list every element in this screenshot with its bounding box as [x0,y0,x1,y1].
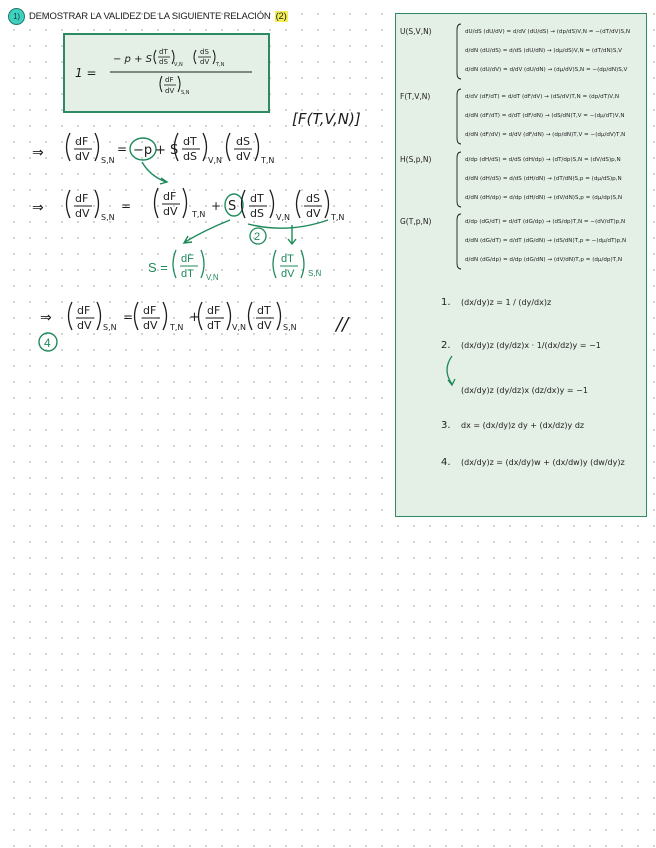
svg-text:dV: dV [257,319,272,332]
svg-text:S,N: S,N [101,156,115,165]
svg-text:⇒: ⇒ [40,310,52,326]
panel-group-label: H(S,p,N) [400,155,432,164]
end-mark: // [336,314,349,335]
svg-text:S =: S = [148,260,168,275]
panel-relation-row: dU/dS (dU/dV) = d/dV (dU/dS) → (dp/dS)V,N = −(dT/dV)S,N [465,29,631,35]
svg-text:dT: dT [257,304,271,317]
rule-formula: (dx/dy)z = (dx/dy)w + (dx/dw)y (dw/dy)z [461,458,625,467]
svg-text:dV: dV [236,150,251,163]
panel-relation-row: d/dV (dF/dT) = d/dT (dF/dV) → (dS/dV)T,N = (dp/dT)V,N [465,94,620,100]
svg-text:dT: dT [250,192,264,205]
svg-text:T,N: T,N [192,210,206,219]
svg-text:dV: dV [143,319,158,332]
derivation-line-3 [40,302,350,335]
svg-text:⇒: ⇒ [32,200,44,216]
svg-text:dT: dT [207,319,221,332]
svg-text:dT: dT [181,268,194,280]
rule-formula: (dx/dy)z = 1 / (dy/dx)z [461,298,552,307]
svg-text:dS: dS [200,48,209,56]
svg-text:dF: dF [163,190,177,203]
rule-number: 1. [441,297,451,308]
svg-text:S,N: S,N [181,90,190,96]
exercise-statement: DEMOSTRAR LA VALIDEZ DE LA SIGUIENTE RELACIÓN [29,11,271,22]
rule-formula: dx = (dx/dy)z dy + (dx/dz)y dz [461,421,585,430]
svg-text:S,N: S,N [308,269,322,278]
svg-text:V,N: V,N [174,62,183,68]
rule-number: 4. [441,457,451,468]
rule-number: 2. [441,340,451,351]
svg-text:S,N: S,N [101,213,115,222]
panel-group-label: F(T,V,N) [400,92,431,101]
svg-text:dT: dT [183,135,197,148]
panel-relation-row: d/dp (dG/dT) = d/dT (dG/dp) → (dS/dp)T,N = −(dV/dT)p,N [465,219,626,225]
rule-number: 3. [441,420,451,431]
relation-lhs: 1 = [75,66,97,80]
circled-2: 2 [254,231,261,243]
svg-text:T,N: T,N [170,323,184,332]
panel-groups [400,24,630,269]
s-substitution [148,250,219,282]
svg-text:dV: dV [200,58,210,66]
svg-text:dT: dT [281,253,294,265]
svg-text:dV: dV [165,87,175,95]
svg-text:T,N: T,N [331,213,345,222]
svg-text:dS: dS [250,207,264,220]
rule-link-arrow [447,356,452,384]
panel-relation-row: d/dN (dH/dS) = d/dS (dH/dN) → (dT/dN)S,p = (dμ/dS)p,N [465,176,622,182]
svg-text:dF: dF [165,76,174,84]
svg-text:dV: dV [163,205,178,218]
svg-text:V,N: V,N [232,323,246,332]
svg-text:=: = [121,199,132,213]
derivation-line-1 [32,133,274,165]
relation-denominator [160,76,190,96]
question-number-badge: 1) [8,8,25,25]
points-mark: (2) [275,11,287,22]
svg-text:dS: dS [183,150,197,163]
relation-numerator [113,48,225,68]
svg-text:dV: dV [75,150,90,163]
panel-relation-row: d/dN (dF/dT) = d/dT (dF/dN) → (dS/dN)T,V = −(dμ/dT)V,N [465,113,625,119]
svg-text:S: S [228,199,237,214]
panel-group-label: U(S,V,N) [400,27,432,36]
circled-4: 4 [44,336,51,350]
panel-relation-row: d/dN (dG/dp) = d/dp (dG/dN) → (dV/dN)T,p = (dμ/dp)T,N [465,257,623,263]
svg-text:V,N: V,N [206,273,219,282]
svg-text:dF: dF [75,135,89,148]
panel-rules [441,297,625,468]
svg-text:−p: −p [133,143,153,158]
panel-relation-row: d/dN (dF/dV) = d/dV (dF/dN) → (dp/dN)T,V = −(dμ/dV)T,N [465,132,626,138]
svg-text:dF: dF [75,192,89,205]
panel-relation-row: d/dN (dU/dV) = d/dV (dU/dN) → (dμ/dV)S,N = −(dp/dN)S,V [465,67,628,73]
rule-formula: (dx/dy)z (dy/dz)x · 1/(dx/dz)y = −1 [461,341,601,350]
svg-text:⇒: ⇒ [32,145,44,161]
svg-text:+ S: + S [155,143,179,158]
svg-text:dF: dF [207,304,221,317]
svg-text:dV: dV [75,207,90,220]
relation-content [75,48,252,96]
svg-text:dF: dF [181,253,194,265]
rule-formula: (dx/dy)z (dy/dz)x (dz/dx)y = −1 [461,386,588,395]
svg-text:dF: dF [77,304,91,317]
svg-text:dV: dV [77,319,92,332]
derivation-line-2 [32,188,344,222]
svg-text:T,N: T,N [216,62,225,68]
svg-text:T,N: T,N [261,156,275,165]
svg-text:S,N: S,N [283,323,297,332]
panel-relation-row: d/dN (dG/dT) = d/dT (dG/dN) → (dS/dN)T,p = −(dμ/dT)p,N [465,238,627,244]
panel-relation-row: d/dN (dU/dS) = d/dS (dU/dN) → (dμ/dS)V,N = (dT/dN)S,V [465,48,622,54]
panel-relation-row: d/dN (dH/dp) = d/dp (dH/dN) → (dV/dN)S,p = (dμ/dp)S,N [465,195,623,201]
svg-text:dV: dV [306,207,321,220]
s-arrow [185,220,230,242]
svg-text:V,N: V,N [208,156,222,165]
panel-group-label: G(T,p,N) [400,217,432,226]
panel-relation-row: d/dp (dH/dS) = d/dS (dH/dp) → (dT/dp)S,N = (dV/dS)p,N [465,157,621,163]
svg-text:dF: dF [143,304,157,317]
svg-text:dV: dV [281,268,295,280]
svg-text:S,N: S,N [103,323,117,332]
svg-text:=: = [123,310,134,324]
svg-text:+: + [189,310,200,325]
svg-text:− p + S: − p + S [113,54,152,65]
svg-text:dT: dT [159,48,168,56]
svg-text:=: = [117,142,128,156]
svg-text:dS: dS [236,135,250,148]
dtdv-substitution [273,250,322,280]
svg-text:dS: dS [159,58,168,66]
svg-text:+: + [211,199,222,213]
svg-text:V,N: V,N [276,213,290,222]
function-note: [F(T,V,N)] [292,110,361,128]
svg-text:dS: dS [306,192,320,205]
